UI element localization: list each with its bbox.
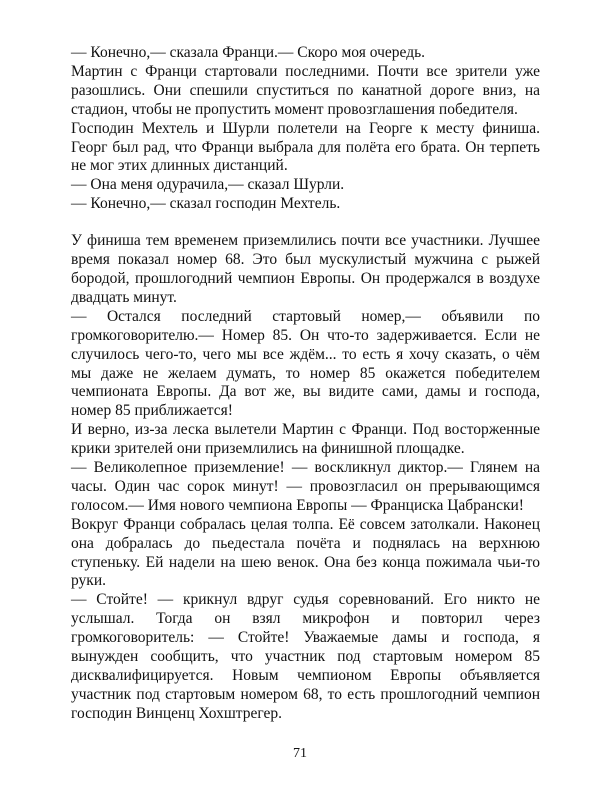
paragraph: Вокруг Франци собралась целая толпа. Её совсем затолкали. Наконец она добралась до пьедестала почёта и поднялась на верхнюю ступеньку. Ей надели на шею венок. Она без конца пожимала чьи-то руки. [71, 515, 540, 590]
paragraph: — Конечно,— сказала Франци.— Скоро моя очередь. [71, 44, 426, 61]
paragraph: Мартин с Франци стартовали последними. Почти все зрители уже разошлись. Они спешили спуститься по канатной дороге вниз, на стадион, чтобы не пропустить момент провозглашения победителя. [71, 62, 540, 118]
paragraph: — Конечно,— сказал господин Мехтель. [71, 195, 341, 213]
section-gap [71, 214, 540, 232]
paragraph: — Стойте! — крикнул вдруг судья соревнований. Его никто не услышал. Тогда он взял микрофон и повторил через громкоговоритель: — Стойте! Уважаемые дамы и господа, я вынужден сообщить, что участник под стартовым номером 85 дисквалифицируется. Новым чемпионом Европы объявляется участник под стартовым номером 68, то есть прошлогодний чемпион господин Винценц Хохштрегер. [71, 591, 540, 722]
page-number: 71 [293, 746, 307, 761]
paragraph: Господин Мехтель и Шурли полетели на Георге к месту финиша. Георг был рад, что Франци выбрала для полёта его брата. Он терпеть не мог этих длинных дистанций. [71, 119, 540, 175]
paragraph: И верно, из-за леска вылетели Мартин с Франци. Под восторженные крики зрителей они приземлились на финишной площадке. [71, 421, 540, 458]
text-block-1 [71, 44, 540, 214]
paragraph: — Она меня одурачила,— сказал Шурли. [71, 176, 345, 194]
text-block-2 [71, 232, 540, 724]
paragraph: — Великолепное приземление! — воскликнул диктор.— Глянем на часы. Один час сорок минут! — провозгласил он прерывающимся голосом.— Имя нового чемпиона Европы — Франциска Цабрански! [71, 459, 540, 514]
paragraph: — Остался последний стартовый номер,— объявили по громкоговорителю.— Номер 85. Он что-то задерживается. Если не случилось чего-то, чего мы все ждём... то есть я хочу сказать, о чём мы даже не желаем думать, то номер 85 окажется победителем чемпионата Европы. Да вот же, вы видите сами, дамы и господа, номер 85 приближается! [71, 307, 540, 420]
paragraph: У финиша тем временем приземлились почти все участники. Лучшее время показал номер 68. Это был мускулистый мужчина с рыжей бородой, прошлогодний чемпион Европы. Он продержался в воздухе двадцать минут. [71, 232, 540, 306]
